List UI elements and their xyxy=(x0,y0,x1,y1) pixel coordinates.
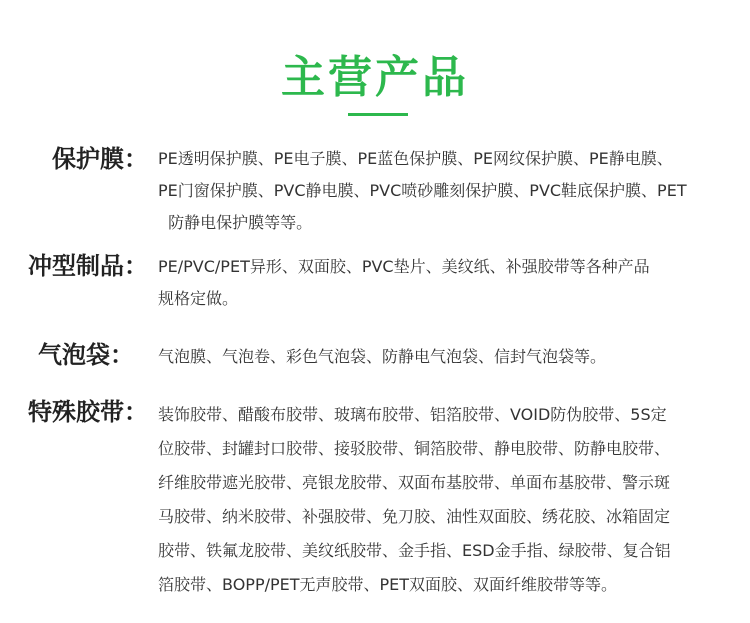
section-body xyxy=(158,341,738,373)
section-label: 特殊胶带： xyxy=(28,398,148,426)
section-text-line: PE/PVC/PET异形、双面胶、PVC垫片、美纹纸、补强胶带等各种产品 xyxy=(158,257,650,276)
section-body xyxy=(158,398,738,602)
section-text-line: PE透明保护膜、PE电子膜、PE蓝色保护膜、PE网纹保护膜、PE静电膜、 xyxy=(158,149,673,168)
section-text-line: 规格定做。 xyxy=(158,289,239,308)
section-text-line: 箔胶带、BOPP/PET无声胶带、PET双面胶、双面纤维胶带等等。 xyxy=(158,575,618,594)
section-text-line: 防静电保护膜等等。 xyxy=(158,213,313,232)
section-text-line: 胶带、铁氟龙胶带、美纹纸胶带、金手指、ESD金手指、绿胶带、复合铝 xyxy=(158,541,671,560)
section-text-line: 马胶带、纳米胶带、补强胶带、免刀胶、油性双面胶、绣花胶、冰箱固定 xyxy=(158,507,671,526)
section-label: 冲型制品： xyxy=(28,252,148,280)
page-title: 主营产品 xyxy=(281,52,469,103)
section-body xyxy=(158,143,738,239)
section-text-line: PE门窗保护膜、PVC静电膜、PVC喷砂雕刻保护膜、PVC鞋底保护膜、PET xyxy=(158,181,687,200)
section-label: 保护膜： xyxy=(52,145,148,173)
section-body xyxy=(158,251,738,315)
section-label: 气泡袋： xyxy=(38,341,134,369)
section-text-line: 位胶带、封罐封口胶带、接驳胶带、铜箔胶带、静电胶带、防静电胶带、 xyxy=(158,439,671,458)
section-text-line: 纤维胶带遮光胶带、亮银龙胶带、双面布基胶带、单面布基胶带、警示斑 xyxy=(158,473,671,492)
section-text-line: 气泡膜、气泡卷、彩色气泡袋、防静电气泡袋、信封气泡袋等。 xyxy=(158,347,607,366)
section-text-line: 装饰胶带、醋酸布胶带、玻璃布胶带、铝箔胶带、VOID防伪胶带、5S定 xyxy=(158,405,667,424)
title-underline xyxy=(348,113,408,116)
